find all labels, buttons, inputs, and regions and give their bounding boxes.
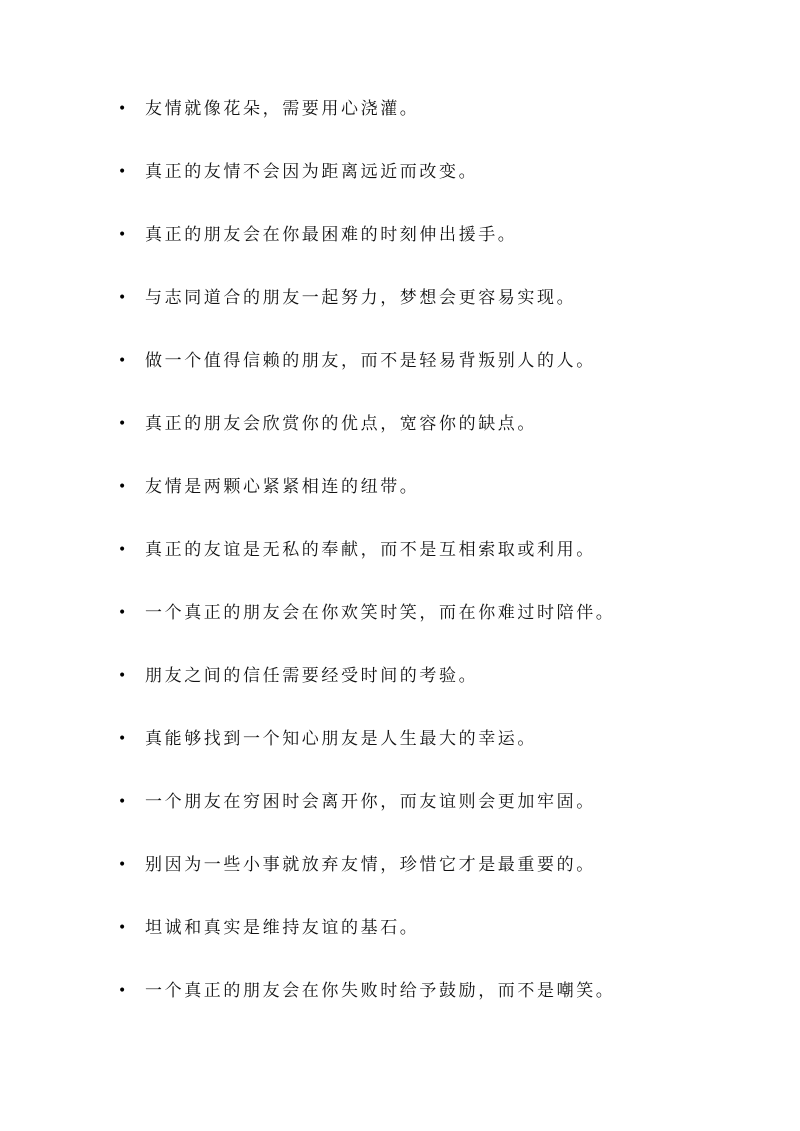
bullet-marker: •: [118, 605, 127, 621]
list-item: [118, 533, 758, 596]
bullet-marker: •: [118, 731, 127, 747]
list-item: [118, 785, 758, 848]
quote-list: [118, 92, 758, 1037]
list-item-text: 做一个值得信赖的朋友，而不是轻易背叛别人的人。: [145, 351, 596, 371]
list-item: [118, 281, 758, 344]
bullet-marker: •: [118, 290, 127, 306]
bullet-marker: •: [118, 668, 127, 684]
list-item: [118, 407, 758, 470]
list-item-text: 友情就像花朵，需要用心浇灌。: [145, 99, 420, 119]
list-item-text: 真能够找到一个知心朋友是人生最大的幸运。: [145, 729, 537, 749]
list-item-text: 一个真正的朋友会在你欢笑时笑，而在你难过时陪伴。: [145, 603, 616, 623]
list-item-text: 真正的朋友会在你最困难的时刻伸出援手。: [145, 225, 518, 245]
list-item-text: 朋友之间的信任需要经受时间的考验。: [145, 666, 479, 686]
list-item-text: 友情是两颗心紧紧相连的纽带。: [145, 477, 420, 497]
list-item: [118, 974, 758, 1037]
list-item: [118, 218, 758, 281]
list-item: [118, 470, 758, 533]
list-item: [118, 848, 758, 911]
list-item-text: 与志同道合的朋友一起努力，梦想会更容易实现。: [145, 288, 577, 308]
bullet-marker: •: [118, 857, 127, 873]
bullet-marker: •: [118, 479, 127, 495]
bullet-marker: •: [118, 794, 127, 810]
list-item-text: 真正的友情不会因为距离远近而改变。: [145, 162, 479, 182]
list-item-text: 一个真正的朋友会在你失败时给予鼓励，而不是嘲笑。: [145, 981, 616, 1001]
list-item: [118, 92, 758, 155]
bullet-marker: •: [118, 353, 127, 369]
list-item: [118, 596, 758, 659]
list-item-text: 坦诚和真实是维持友谊的基石。: [145, 918, 420, 938]
bullet-marker: •: [118, 227, 127, 243]
bullet-marker: •: [118, 983, 127, 999]
list-item: [118, 659, 758, 722]
list-item-text: 一个朋友在穷困时会离开你，而友谊则会更加牢固。: [145, 792, 596, 812]
bullet-marker: •: [118, 416, 127, 432]
list-item: [118, 911, 758, 974]
list-item: [118, 155, 758, 218]
list-item: [118, 722, 758, 785]
list-item: [118, 344, 758, 407]
bullet-marker: •: [118, 164, 127, 180]
list-item-text: 真正的友谊是无私的奉献，而不是互相索取或利用。: [145, 540, 596, 560]
list-item-text: 真正的朋友会欣赏你的优点，宽容你的缺点。: [145, 414, 537, 434]
list-item-text: 别因为一些小事就放弃友情，珍惜它才是最重要的。: [145, 855, 596, 875]
bullet-marker: •: [118, 101, 127, 117]
bullet-marker: •: [118, 542, 127, 558]
bullet-marker: •: [118, 920, 127, 936]
